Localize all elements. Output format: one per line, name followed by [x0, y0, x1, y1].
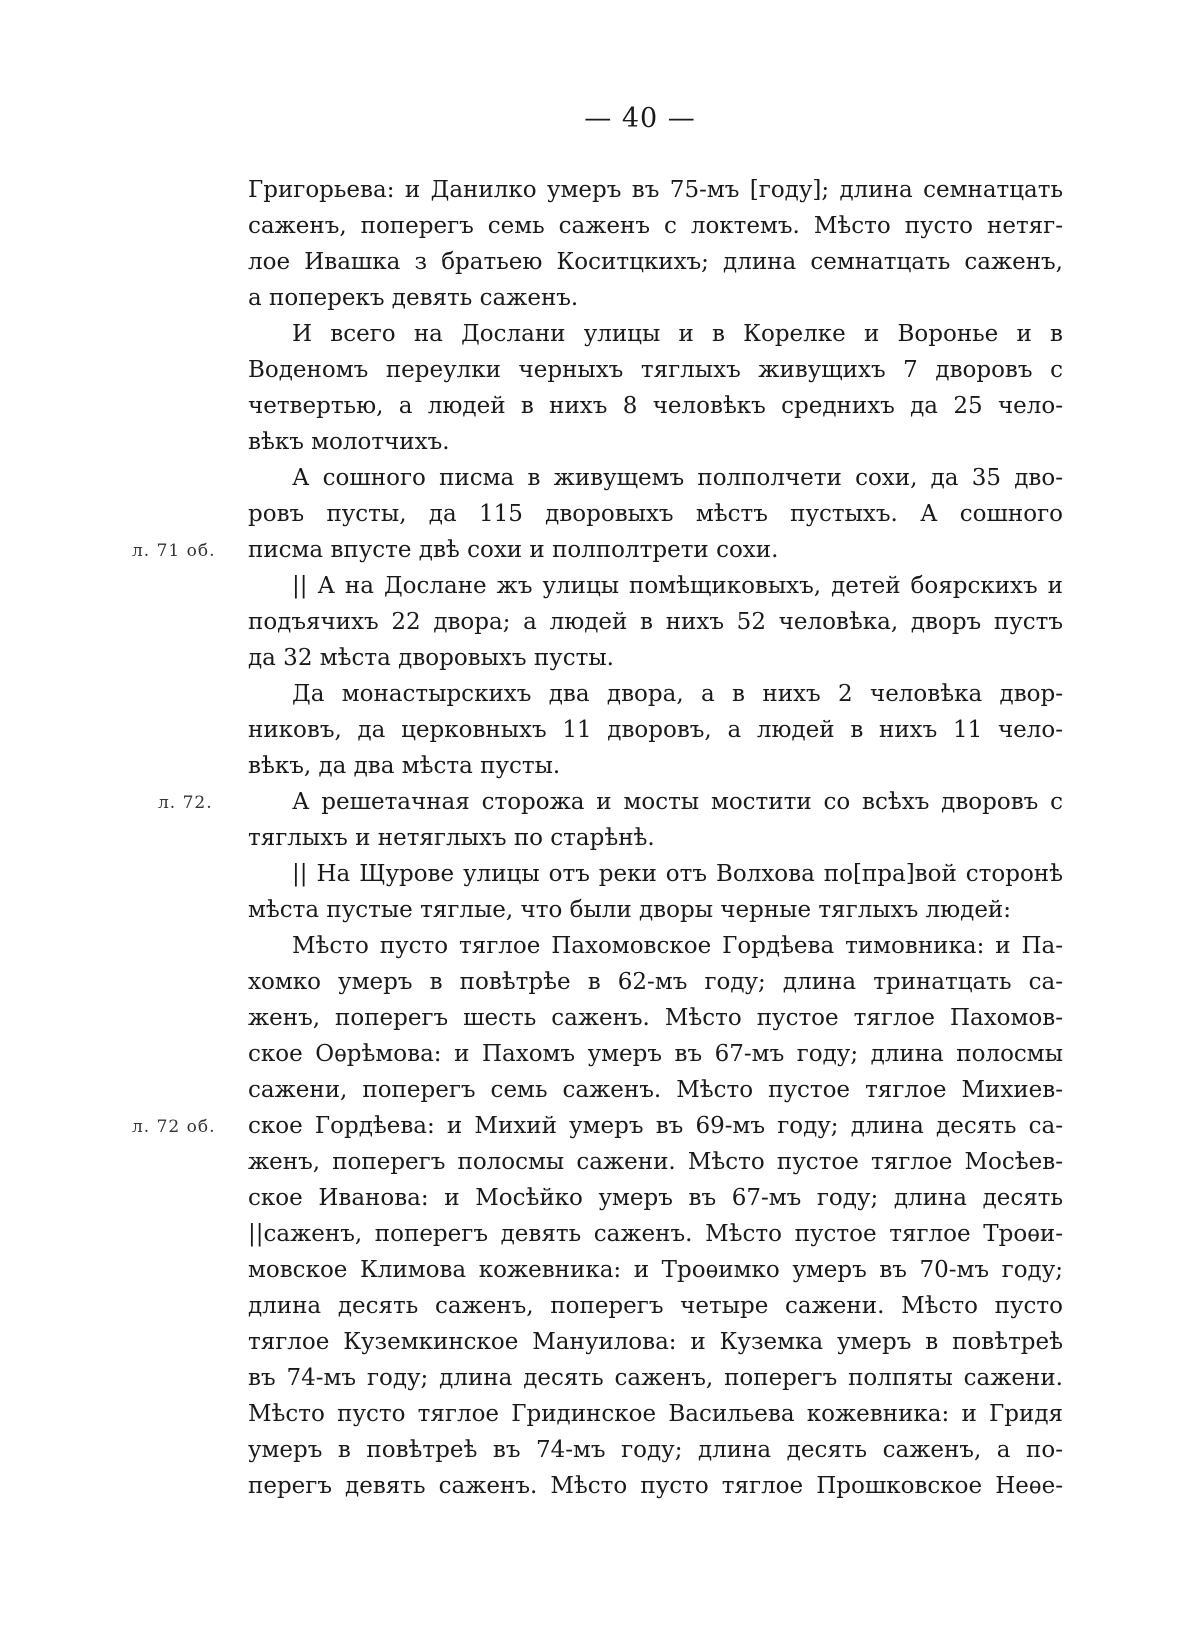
text-line: тяглое Куземкинское Мануилова: и Куземка умеръ в повѣтреѣ: [248, 1329, 1063, 1355]
text-line: вѣкъ молотчихъ.: [248, 429, 450, 455]
text-line: а поперекъ девять саженъ.: [248, 285, 579, 311]
text-line: въ 74-мъ году; длина десять саженъ, поперегъ полпяты сажени.: [248, 1365, 1063, 1391]
paragraph: [248, 928, 1063, 1504]
text-line: ровъ пусты, да 115 дворовыхъ мѣстъ пустыхъ. А сошного: [248, 501, 1063, 527]
text-line: никовъ, да церковныхъ 11 дворовъ, а людей в нихъ 11 чело-: [248, 717, 1063, 743]
paragraph: [248, 568, 1063, 676]
text-line: || А на Дослане жъ улицы помѣщиковыхъ, детей боярскихъ и: [292, 573, 1063, 599]
text-line: А сошного писма в живущемъ полполчети сохи, да 35 дво-: [292, 465, 1063, 491]
text-line: мовское Климова кожевника: и Троѳимко умеръ въ 70-мъ году;: [248, 1257, 1063, 1283]
text-line: лое Ивашка з братьею Коситцкихъ; длина семнатцать саженъ,: [248, 249, 1063, 275]
paragraph: [248, 172, 1063, 316]
text-line: мѣста пустые тяглые, что были дворы черные тяглыхъ людей:: [248, 897, 1012, 923]
paragraph: [248, 856, 1063, 928]
text-line: Мѣсто пусто тяглое Пахомовское Гордѣева тимовника: и Па-: [292, 933, 1063, 959]
text-line: длина десять саженъ, поперегъ четыре сажени. Мѣсто пусто: [248, 1293, 1063, 1319]
text-line: || На Щурове улицы отъ реки отъ Волхова по[пра]вой сторонѣ: [292, 861, 1063, 887]
text-line: саженъ, поперегъ семь саженъ с локтемъ. Мѣсто пусто нетяг-: [248, 213, 1063, 239]
text-line: ское Оѳрѣмова: и Пахомъ умеръ въ 67-мъ году; длина полосмы: [248, 1041, 1063, 1067]
text-line: А решетачная сторожа и мосты мостити со всѣхъ дворовъ с: [292, 789, 1063, 815]
text-line: да 32 мѣста дворовыхъ пусты.: [248, 645, 614, 671]
text-line: Григорьева: и Данилко умеръ въ 75-мъ [году]; длина семнатцать: [248, 177, 1063, 203]
text-line: писма впусте двѣ сохи и полполтрети сохи.: [248, 537, 779, 563]
text-line: тяглыхъ и нетяглыхъ по старѣнѣ.: [248, 825, 655, 851]
text-line: Да монастырскихъ два двора, а в нихъ 2 человѣка двор-: [292, 681, 1063, 707]
text-line: Мѣсто пусто тяглое Гридинское Васильева кожевника: и Гридя: [248, 1401, 1063, 1427]
margin-note-folio: л. 72.: [158, 793, 213, 813]
paragraph: [248, 676, 1063, 784]
page-number: — 40 —: [584, 103, 696, 134]
text-line: женъ, поперегъ полосмы сажени. Мѣсто пустое тяглое Мосѣев-: [248, 1149, 1063, 1175]
text-line: вѣкъ, да два мѣста пусты.: [248, 753, 561, 779]
text-line: ||саженъ, поперегъ девять саженъ. Мѣсто пустое тяглое Троѳи-: [248, 1221, 1063, 1247]
text-line: перегъ девять саженъ. Мѣсто пусто тяглое Прошковское Неѳе-: [248, 1473, 1063, 1499]
margin-note-folio: л. 72 об.: [132, 1117, 216, 1137]
text-line: четвертью, а людей в нихъ 8 человѣкъ среднихъ да 25 чело-: [248, 393, 1063, 419]
paragraph: [248, 784, 1063, 856]
text-line: женъ, поперегъ шесть саженъ. Мѣсто пустое тяглое Пахомов-: [248, 1005, 1063, 1031]
paragraph: [248, 460, 1063, 568]
document-body: [248, 172, 1063, 1504]
text-line: ское Гордѣева: и Михий умеръ въ 69-мъ году; длина десять са-: [248, 1113, 1063, 1139]
text-line: Воденомъ переулки черныхъ тяглыхъ живущихъ 7 дворовъ с: [248, 357, 1063, 383]
text-line: умеръ в повѣтреѣ въ 74-мъ году; длина десять саженъ, а по-: [248, 1437, 1063, 1463]
text-line: подъячихъ 22 двора; а людей в нихъ 52 человѣка, дворъ пустъ: [248, 609, 1063, 635]
margin-note-folio: л. 71 об.: [132, 541, 216, 561]
text-line: хомко умеръ в повѣтрѣе в 62-мъ году; длина тринатцать са-: [248, 969, 1063, 995]
text-line: ское Иванова: и Мосѣйко умеръ въ 67-мъ году; длина десять: [248, 1185, 1063, 1211]
text-line: сажени, поперегъ семь саженъ. Мѣсто пустое тяглое Михиев-: [248, 1077, 1063, 1103]
text-line: И всего на Дослани улицы и в Корелке и Воронье и в: [292, 321, 1063, 347]
paragraph: [248, 316, 1063, 460]
